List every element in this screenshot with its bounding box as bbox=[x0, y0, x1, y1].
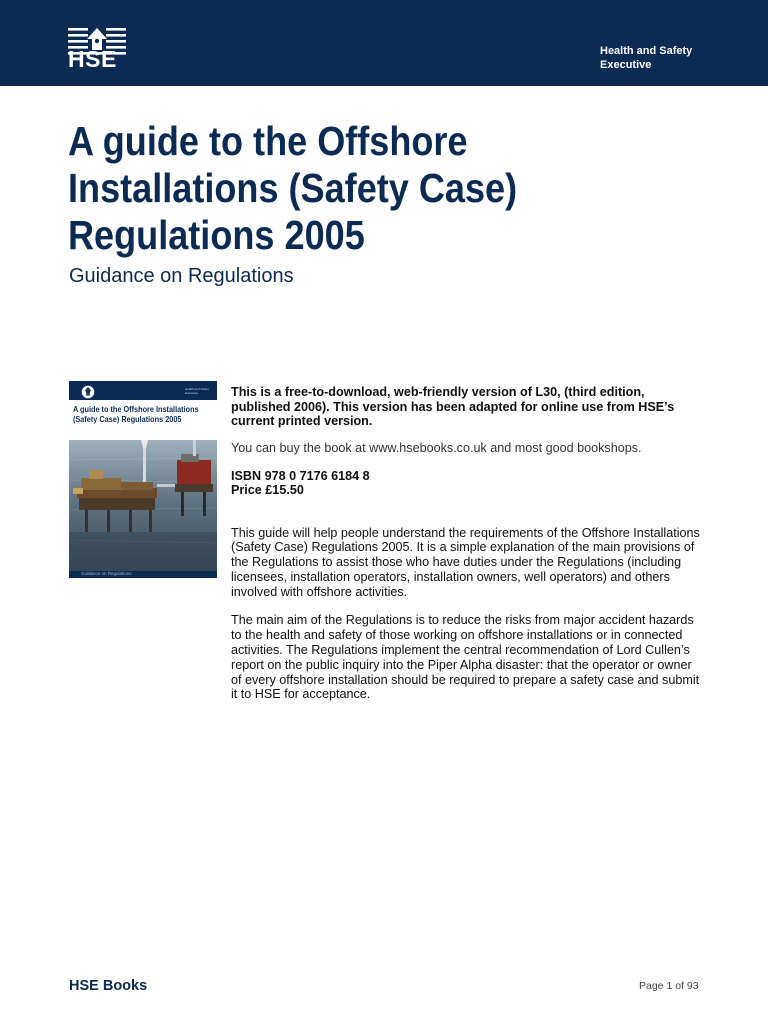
description-paragraph-1: This guide will help people understand the requirements of the Offshore Installations (Safety Case) Regulations 2005. It is a simple explanation of the main provisions of the Regulations to assist those who have duties under the Regulations (including licensees, installation operators, installation owners, well operators) and others involved with offshore activities. bbox=[231, 525, 700, 599]
cover-hse-logo-icon bbox=[81, 385, 95, 399]
cover-org-text: Health and Safety Executive bbox=[185, 387, 209, 395]
isbn-price-block bbox=[231, 469, 701, 498]
title-line-3: Regulations 2005 bbox=[68, 212, 365, 258]
cover-title-panel bbox=[69, 400, 217, 440]
price: Price £15.50 bbox=[231, 483, 304, 497]
cover-title-line-2: (Safety Case) Regulations 2005 bbox=[73, 414, 182, 424]
intro-content bbox=[231, 385, 701, 702]
page-title bbox=[68, 118, 596, 259]
book-cover-image bbox=[69, 381, 217, 578]
purchase-info: You can buy the book at www.hsebooks.co.uk and most good bookshops. bbox=[231, 440, 642, 455]
title-line-2: Installations (Safety Case) bbox=[68, 165, 518, 211]
hse-logo-text: HSE bbox=[68, 46, 117, 72]
isbn-number: ISBN 978 0 7176 6184 8 bbox=[231, 468, 370, 483]
cover-title bbox=[73, 404, 211, 424]
title-line-1: A guide to the Offshore bbox=[68, 118, 468, 164]
organisation-line-2: Executive bbox=[600, 59, 652, 71]
cover-title-line-1: A guide to the Offshore Installations bbox=[73, 404, 199, 414]
header-banner bbox=[0, 0, 768, 86]
page-number: Page 1 of 93 bbox=[639, 980, 699, 992]
description-paragraph-2: The main aim of the Regulations is to reduce the risks from major accident hazards to the health and safety of those working on offshore installations or in connected activities. The Regulations implement the central recommendation of Lord Cullen’s report on the public inquiry into the Piper Alpha disaster: that the operator or owner of every offshore installation should be required to prepare a safety case and submit it to HSE for acceptance. bbox=[231, 613, 700, 702]
offshore-platform-photo bbox=[69, 440, 217, 571]
organisation-name bbox=[600, 44, 692, 72]
footer-publisher: HSE Books bbox=[69, 978, 148, 994]
organisation-line-1: Health and Safety bbox=[600, 45, 693, 57]
cover-footer-text: Guidance on Regulations bbox=[81, 571, 132, 576]
page-subtitle: Guidance on Regulations bbox=[69, 265, 294, 287]
availability-notice: This is a free-to-download, web-friendly version of L30, (third edition, published 2006). This version has been adapted for online use from HSE’s current printed version. bbox=[231, 385, 675, 428]
